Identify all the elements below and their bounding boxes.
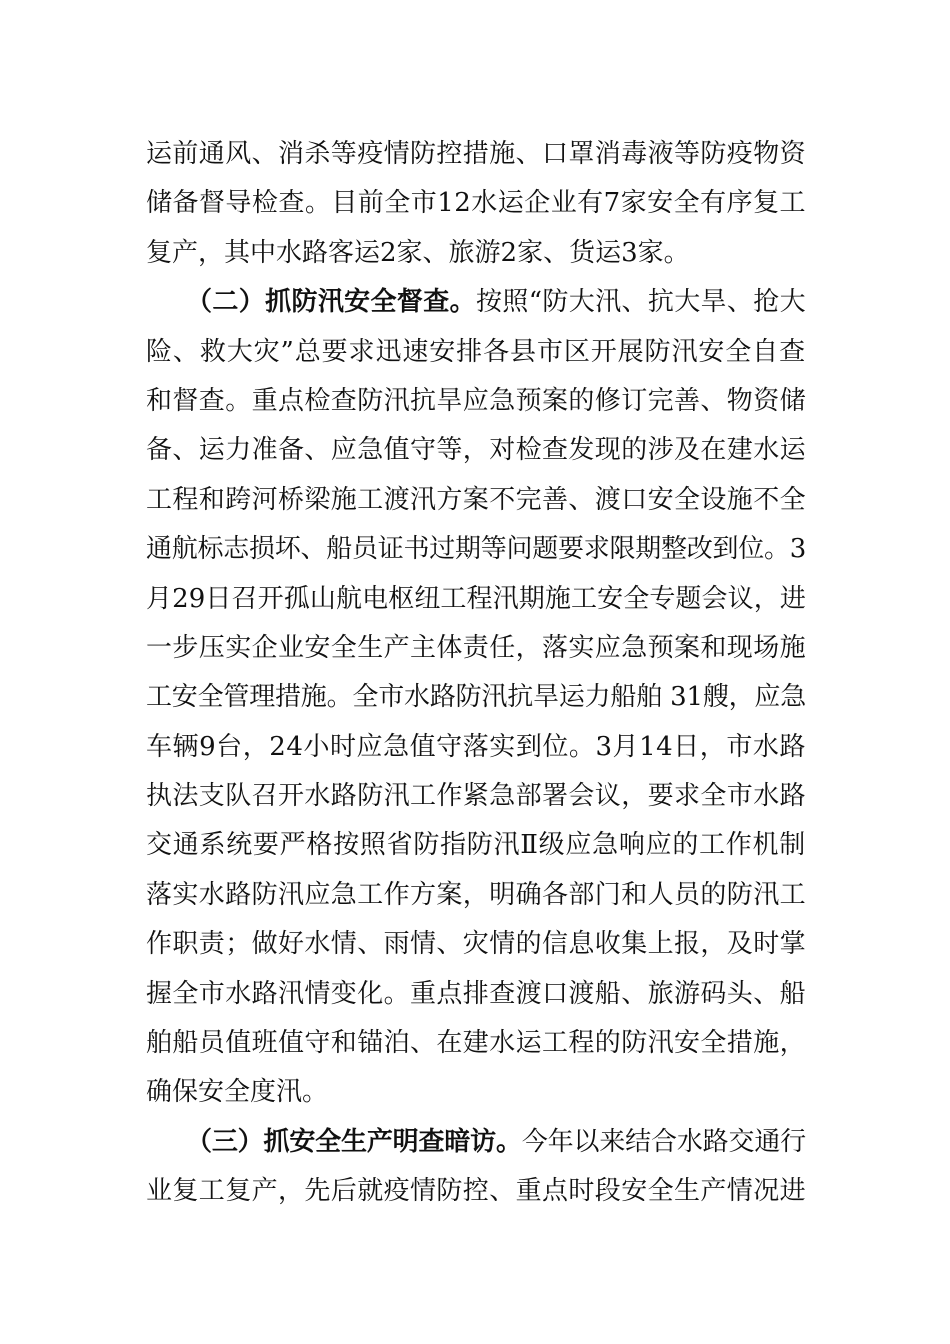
paragraph-first-line	[146, 278, 806, 327]
line-text: 通航标志损坏、船员证书过期等问题要求限期整改到位。3	[146, 534, 806, 565]
line-text: 备、运力准备、应急值守等，对检查发现的涉及在建水运	[146, 435, 806, 466]
line-text: 执法支队召开水路防汛工作紧急部署会议，要求全市水路	[146, 781, 806, 812]
line-text: 业复工复产，先后就疫情防控、重点时段安全生产情况进	[146, 1176, 806, 1207]
text-line	[146, 673, 806, 722]
line-text: 舶船员值班值守和锚泊、在建水运工程的防汛安全措施，	[146, 1028, 806, 1059]
text-line	[146, 772, 806, 821]
line-text: 今年以来结合水路交通行	[521, 1126, 806, 1157]
line-text: 握全市水路汛情变化。重点排查渡口渡船、旅游码头、船	[146, 978, 806, 1009]
text-line	[146, 426, 806, 475]
section-heading: （二）抓防汛安全督查。	[186, 287, 476, 318]
line-text: 一步压实企业安全生产主体责任，落实应急预案和现场施	[146, 632, 806, 663]
text-line	[146, 1068, 806, 1117]
paragraph-first-line	[146, 1118, 806, 1167]
line-text: 落实水路防汛应急工作方案，明确各部门和人员的防汛工	[146, 879, 806, 910]
line-text: 作职责；做好水情、雨情、灾情的信息收集上报，及时掌	[146, 929, 806, 960]
text-line	[146, 821, 806, 870]
line-text: 复产，其中水路客运2家、旅游2家、货运3家。	[146, 237, 690, 268]
text-line	[146, 476, 806, 525]
line-text: 储备督导检查。目前全市12水运企业有7家安全有序复工	[146, 188, 806, 219]
line-text: 和督查。重点检查防汛抗旱应急预案的修订完善、物资储	[146, 385, 806, 416]
text-line	[146, 328, 806, 377]
text-line	[146, 130, 806, 179]
line-text: 交通系统要严格按照省防指防汛Ⅱ级应急响应的工作机制	[146, 830, 806, 861]
text-line	[146, 575, 806, 624]
line-text: 月29日召开孤山航电枢纽工程汛期施工安全专题会议，进	[146, 583, 806, 614]
section-heading: （三）抓安全生产明查暗访。	[186, 1126, 522, 1157]
text-line	[146, 920, 806, 969]
text-line	[146, 377, 806, 426]
line-text: 工程和跨河桥梁施工渡汛方案不完善、渡口安全设施不全	[146, 484, 806, 515]
document-page	[146, 130, 806, 1217]
text-line	[146, 1019, 806, 1068]
line-text: 确保安全度汛。	[146, 1077, 329, 1108]
line-text: 运前通风、消杀等疫情防控措施、口罩消毒液等防疫物资	[146, 139, 806, 169]
text-line	[146, 723, 806, 772]
text-line	[146, 1167, 806, 1216]
text-line	[146, 624, 806, 673]
line-text: 险、救大灾”总要求迅速安排各县市区开展防汛安全自查	[146, 336, 806, 367]
text-line	[146, 179, 806, 228]
line-text: 按照“防大汛、抗大旱、抢大	[476, 287, 806, 318]
line-text: 工安全管理措施。全市水路防汛抗旱运力船舶 31艘，应急	[146, 682, 806, 713]
line-text: 车辆9台，24小时应急值守落实到位。3月14日，市水路	[146, 731, 806, 762]
text-line	[146, 871, 806, 920]
text-line	[146, 525, 806, 574]
text-line	[146, 970, 806, 1019]
text-line	[146, 229, 806, 278]
